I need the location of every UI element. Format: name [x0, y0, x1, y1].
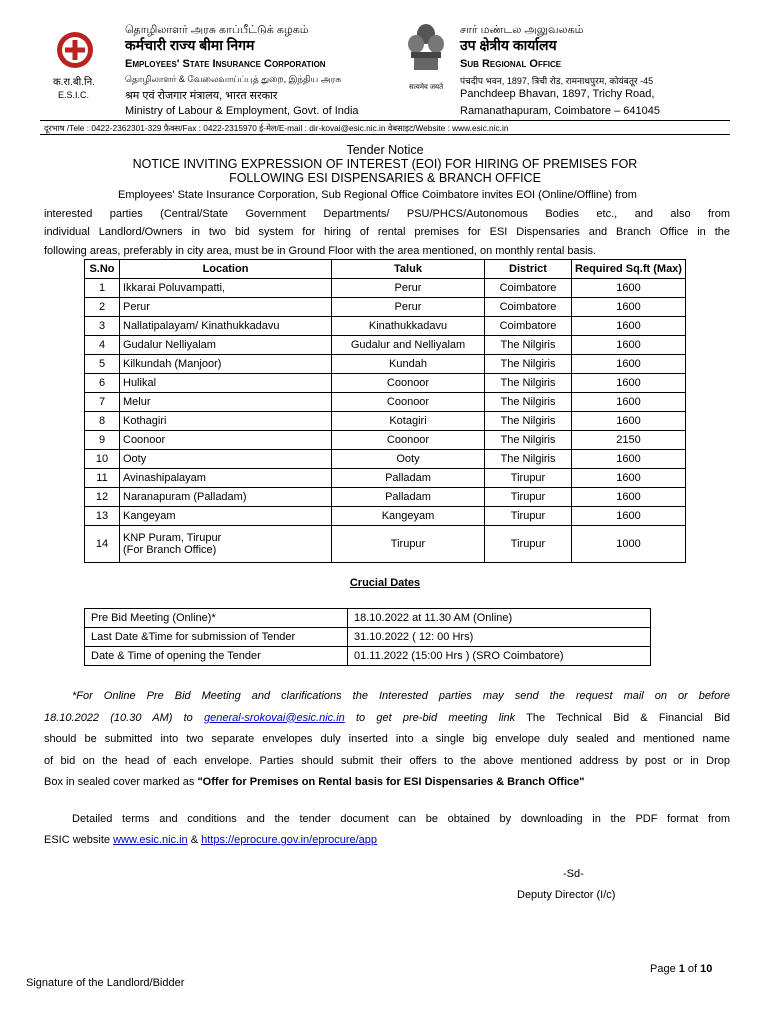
table-cell	[120, 526, 332, 563]
table-cell: Coonoor	[332, 431, 485, 450]
dates-row	[85, 647, 651, 666]
table-cell: The Nilgiris	[485, 374, 572, 393]
column-header: Required Sq.ft (Max)	[572, 260, 686, 279]
table-cell: 2150	[572, 431, 686, 450]
table-row	[85, 488, 686, 507]
date-event-label: Date & Time of opening the Tender	[85, 647, 348, 666]
table-cell: Avinashipalayam	[120, 469, 332, 488]
org-name-english: Employees' State Insurance Corporation	[125, 58, 326, 70]
table-cell: The Nilgiris	[485, 431, 572, 450]
intro-paragraph	[44, 186, 730, 260]
table-cell: Kotagiri	[332, 412, 485, 431]
table-cell: 1600	[572, 355, 686, 374]
table-cell: 1600	[572, 412, 686, 431]
table-cell: Hulikal	[120, 374, 332, 393]
table-cell: Tirupur	[485, 507, 572, 526]
table-row	[85, 336, 686, 355]
page-of: of	[684, 963, 701, 975]
date-event-label: Pre Bid Meeting (Online)*	[85, 609, 348, 628]
cover-marking-text: "Offer for Premises on Rental basis for ESI Dispensaries & Branch Office"	[197, 776, 585, 788]
date-value: 18.10.2022 at 11.30 AM (Online)	[348, 609, 651, 628]
table-row	[85, 298, 686, 317]
office-name-hindi: उप क्षेत्रीय कार्यालय	[460, 37, 557, 53]
table-cell: Ooty	[332, 450, 485, 469]
prebid-purpose-text: to get pre-bid meeting link	[344, 711, 516, 724]
table-cell: 2	[85, 298, 120, 317]
instructions-line: *For Online Pre Bid Meeting and clarifications the Interested parties may send the request mail on or before	[72, 690, 730, 702]
table-cell: Ikkarai Poluvampatti,	[120, 279, 332, 298]
table-cell: Gudalur Nelliyalam	[120, 336, 332, 355]
esic-logo-icon	[55, 30, 95, 74]
table-row	[85, 469, 686, 488]
page-total: 10	[700, 963, 713, 975]
crucial-dates-table	[84, 608, 651, 666]
table-cell: 12	[85, 488, 120, 507]
table-cell: 1600	[572, 507, 686, 526]
table-cell: Ooty	[120, 450, 332, 469]
date-value: 31.10.2022 ( 12: 00 Hrs)	[348, 628, 651, 647]
org-name-hindi: कर्मचारी राज्य बीमा निगम	[125, 37, 255, 53]
dates-row	[85, 628, 651, 647]
table-cell: Palladam	[332, 469, 485, 488]
table-cell: Kinathukkadavu	[332, 317, 485, 336]
table-row	[85, 374, 686, 393]
table-row	[85, 355, 686, 374]
table-cell: Coimbatore	[485, 298, 572, 317]
signature-sd: -Sd-	[563, 868, 584, 880]
table-cell: Perur	[332, 279, 485, 298]
table-cell: 1600	[572, 469, 686, 488]
ministry-hindi: श्रम एवं रोजगार मंत्रालय, भारत सरकार	[125, 90, 278, 102]
table-cell: Kothagiri	[120, 412, 332, 431]
table-header-row	[85, 260, 686, 279]
table-cell: 6	[85, 374, 120, 393]
terms-line	[44, 830, 730, 851]
table-cell: Coonoor	[332, 374, 485, 393]
instructions-paragraph	[44, 686, 730, 794]
table-row	[85, 279, 686, 298]
logo-caption-hindi: क.रा.बी.नि.	[53, 77, 95, 88]
table-cell: The Nilgiris	[485, 355, 572, 374]
intro-line: individual Landlord/Owners in two bid system for hiring of rental premises for ESI Dispensaries and Branch Office in the	[44, 226, 730, 238]
contact-divider	[40, 134, 730, 135]
contact-line: दूरभाष /Tele : 0422-2362301-329 फ़ैक्स/Fax : 0422-2315970 ई-मेल/E-mail : dir-kovai@esic.nic.in वेबसाइट/Website : www.esic.nic.in	[44, 123, 509, 133]
table-cell: 1600	[572, 317, 686, 336]
table-cell: Coonoor	[332, 393, 485, 412]
table-row	[85, 431, 686, 450]
instructions-line	[44, 708, 730, 730]
table-row	[85, 507, 686, 526]
logo-caption-english: E.S.I.C.	[58, 90, 90, 100]
table-cell: 8	[85, 412, 120, 431]
instructions-line	[44, 772, 730, 794]
table-cell: Perur	[332, 298, 485, 317]
table-cell: Coonoor	[120, 431, 332, 450]
terms-website-text: ESIC website	[44, 834, 114, 846]
notice-title-line2: FOLLOWING ESI DISPENSARIES & BRANCH OFFICE	[229, 171, 541, 185]
location-line: (For Branch Office)	[123, 544, 217, 556]
office-name-tamil: சார் மண்டல அலுவலகம்	[460, 24, 584, 36]
table-cell: 1600	[572, 393, 686, 412]
ampersand-text: &	[187, 834, 202, 846]
table-cell: 9	[85, 431, 120, 450]
table-cell: Gudalur and Nelliyalam	[332, 336, 485, 355]
table-cell: The Nilgiris	[485, 412, 572, 431]
table-cell: Kangeyam	[120, 507, 332, 526]
notice-title-line1: NOTICE INVITING EXPRESSION OF INTEREST (EOI) FOR HIRING OF PREMISES FOR	[132, 157, 638, 171]
column-header: S.No	[85, 260, 120, 279]
table-cell: 3	[85, 317, 120, 336]
table-row	[85, 526, 686, 563]
terms-line: Detailed terms and conditions and the tender document can be obtained by downloading in the PDF format from	[72, 813, 730, 825]
table-cell: The Nilgiris	[485, 450, 572, 469]
table-cell: 4	[85, 336, 120, 355]
table-cell: Tirupur	[485, 469, 572, 488]
table-cell: Coimbatore	[485, 279, 572, 298]
office-name-english: Sub Regional Office	[460, 58, 562, 70]
table-cell: 7	[85, 393, 120, 412]
page-prefix: Page	[650, 963, 679, 975]
table-cell: Tirupur	[332, 526, 485, 563]
table-cell: 14	[85, 526, 120, 563]
table-cell: 1000	[572, 526, 686, 563]
instructions-line: of bid on the head of each envelope. Parties should submit their offers to the above mentioned address by post or in Drop	[44, 754, 730, 767]
table-cell: Naranapuram (Palladam)	[120, 488, 332, 507]
table-cell: 5	[85, 355, 120, 374]
table-cell: Coimbatore	[485, 317, 572, 336]
table-cell: 1600	[572, 298, 686, 317]
dates-row	[85, 609, 651, 628]
table-row	[85, 393, 686, 412]
table-cell: Kundah	[332, 355, 485, 374]
table-row	[85, 450, 686, 469]
office-address-hindi: पंचदीप भवन, 1897, त्रिची रोड, रामनाथपुरम, कोयंबतूर -45	[460, 76, 654, 86]
table-cell: The Nilgiris	[485, 393, 572, 412]
column-header: Location	[120, 260, 332, 279]
crucial-dates-heading: Crucial Dates	[349, 577, 421, 589]
sealed-cover-text: Box in sealed cover marked as	[44, 776, 198, 788]
terms-paragraph	[44, 809, 730, 851]
table-row	[85, 317, 686, 336]
date-event-label: Last Date &Time for submission of Tender	[85, 628, 348, 647]
table-cell: Nallatipalayam/ Kinathukkadavu	[120, 317, 332, 336]
table-cell: 1600	[572, 488, 686, 507]
table-cell: The Nilgiris	[485, 336, 572, 355]
signatory-designation: Deputy Director (I/c)	[517, 889, 616, 901]
table-cell: 10	[85, 450, 120, 469]
table-cell: 1600	[572, 374, 686, 393]
notice-heading: Tender Notice	[346, 143, 424, 157]
esic-website-link[interactable]: www.esic.nic.in	[113, 834, 188, 846]
page-current: 1	[678, 963, 685, 975]
ministry-tamil: தொழிலாளர் & வேலைவாய்ப்புத் துறை, இந்திய அரசு	[125, 74, 342, 84]
eprocure-link[interactable]: https://eprocure.gov.in/eprocure/app	[201, 834, 378, 846]
landlord-signature-label: Signature of the Landlord/Bidder	[26, 977, 185, 989]
org-name-tamil: தொழிலாளர் அரசு காப்பீட்டுக் கழகம்	[125, 24, 309, 36]
table-cell: Tirupur	[485, 526, 572, 563]
intro-line: interested parties (Central/State Government Departments/ PSU/PHCS/Autonomous Bodies etc., and also from	[44, 207, 730, 220]
locations-table	[84, 259, 686, 563]
table-cell: Melur	[120, 393, 332, 412]
table-cell: Perur	[120, 298, 332, 317]
table-cell: 1600	[572, 279, 686, 298]
table-cell: 13	[85, 507, 120, 526]
prebid-email-link[interactable]: general-srokovai@esic.nic.in	[204, 711, 345, 724]
table-cell: Kilkundah (Manjoor)	[120, 355, 332, 374]
prebid-deadline-text: 18.10.2022 (10.30 AM) to	[44, 711, 204, 724]
bid-instruction-text: The Technical Bid & Financial Bid	[515, 711, 730, 724]
column-header: Taluk	[332, 260, 485, 279]
intro-line: Employees' State Insurance Corporation, Sub Regional Office Coimbatore invites EOI (Online/Offline) from	[118, 189, 637, 201]
office-address-line2: Ramanathapuram, Coimbatore – 641045	[460, 105, 660, 117]
table-cell: 1	[85, 279, 120, 298]
intro-line: following areas, preferably in city area, must be in Ground Floor with the area mentioned, on monthly rental basis.	[44, 244, 597, 257]
table-cell: Palladam	[332, 488, 485, 507]
table-cell: 11	[85, 469, 120, 488]
emblem-caption: सत्यमेव जयते	[409, 84, 444, 91]
instructions-line: should be submitted into two separate envelopes duly inserted into a single big envelope duly sealed and mentioned name	[44, 733, 730, 745]
column-header: District	[485, 260, 572, 279]
header-divider	[40, 120, 730, 121]
date-value: 01.11.2022 (15:00 Hrs ) (SRO Coimbatore)	[348, 647, 651, 666]
table-row	[85, 412, 686, 431]
table-cell: Kangeyam	[332, 507, 485, 526]
page-number	[650, 963, 712, 975]
table-cell: 1600	[572, 336, 686, 355]
ministry-english: Ministry of Labour & Employment, Govt. of India	[125, 105, 359, 117]
location-line: KNP Puram, Tirupur	[123, 532, 222, 544]
national-emblem-icon	[405, 22, 447, 84]
table-cell: Tirupur	[485, 488, 572, 507]
office-address-line1: Panchdeep Bhavan, 1897, Trichy Road,	[460, 88, 655, 100]
table-cell: 1600	[572, 450, 686, 469]
